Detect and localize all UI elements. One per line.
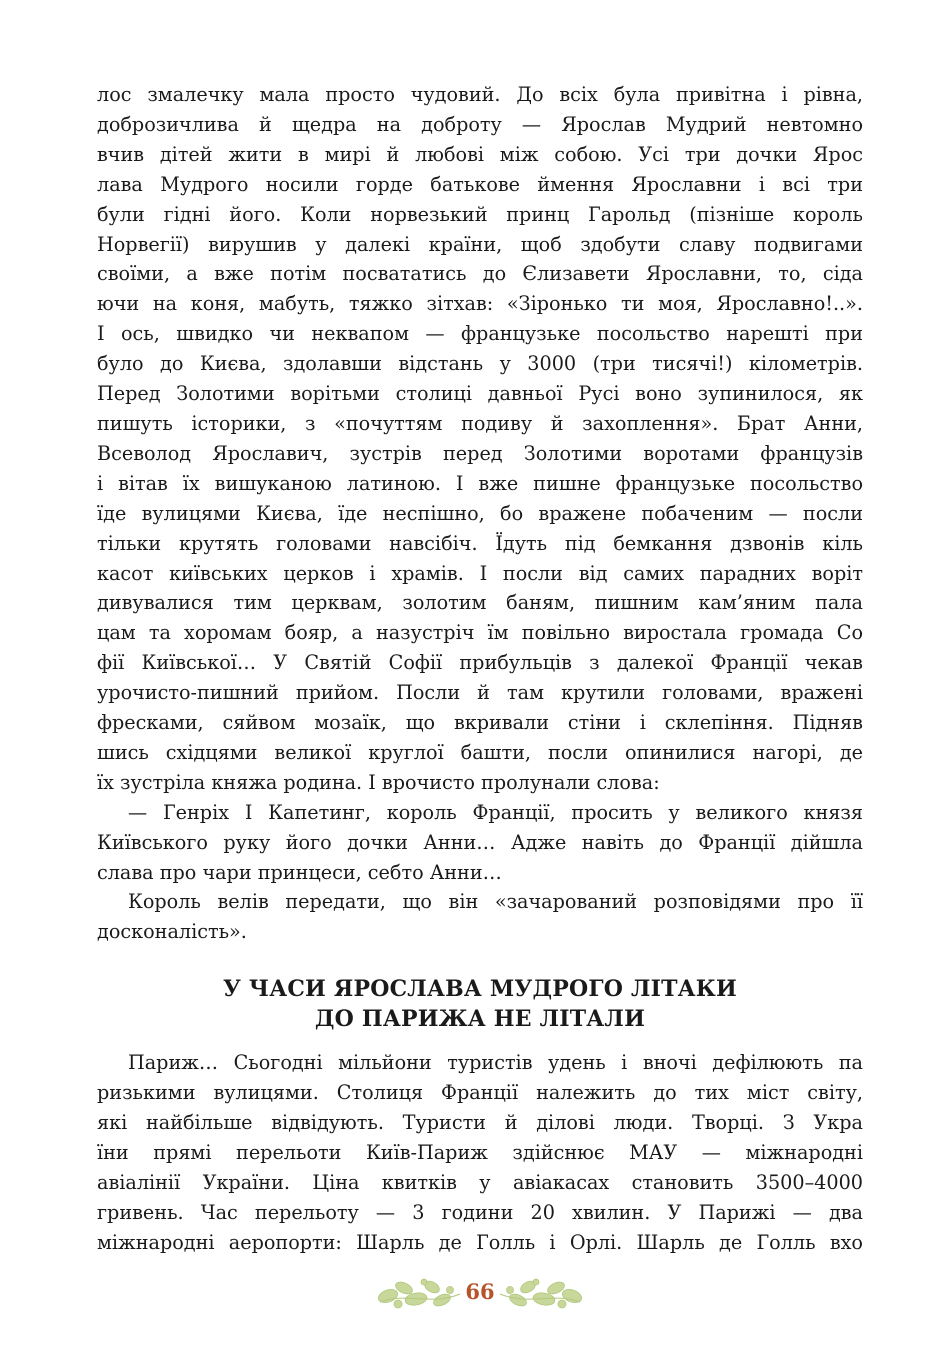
text-line: лос змалечку мала просто чудовий. До всіх була привітна і рівна,	[97, 83, 863, 106]
paragraph-2	[97, 798, 863, 888]
text-line: Париж… Сьогодні мільйони туристів удень і вночі дефілюють па	[128, 1051, 863, 1075]
text-line: їни прямі перельоти Київ-Париж здійснює МАУ — міжнародні	[97, 1141, 863, 1164]
text-line: Король велів передати, що він «зачарований розповідями про її	[128, 890, 863, 914]
text-line: І ось, швидко чи неквапом — французьке посольство нарешті при	[97, 322, 863, 346]
page-footer	[376, 1272, 584, 1314]
text-line: Норвегії) вирушив у далекі країни, щоб здобути славу подвигами	[97, 232, 863, 256]
text-line: — Генріх І Капетинг, король Франції, просить у великого князя	[128, 800, 863, 824]
page-number: 66	[465, 1279, 495, 1304]
paragraph-4	[97, 1048, 863, 1257]
text-line: доброзичлива й щедра на доброту — Ярослав Мудрий невтомно	[97, 112, 863, 136]
text-line: шись східцями великої круглої башти, посли опинилися нагорі, де	[97, 740, 863, 764]
text-line: ризькими вулицями. Столиця Франції належить до тих міст світу,	[97, 1081, 863, 1105]
text-line: тільки крутять головами навсібіч. Їдуть під бемкання дзвонів кіль	[97, 531, 863, 555]
text-line: лава Мудрого носили горде батькове ймення Ярославни і всі три	[97, 172, 863, 196]
text-line: гривень. Час перельоту — 3 години 20 хвилин. У Парижі — два	[97, 1200, 863, 1224]
text-line: були гідні його. Коли норвезький принц Гарольд (пізніше король	[97, 202, 863, 226]
text-line: урочисто-пишний прийом. Посли й там крутили головами, вражені	[97, 681, 863, 705]
text-line: вчив дітей жити в мирі й любові між собою. Усі три дочки Ярос	[97, 142, 863, 166]
text-line: досконалість».	[97, 920, 247, 944]
text-line: міжнародні аеропорти: Шарль де Голль і Орлі. Шарль де Голль вхо	[97, 1230, 863, 1254]
text-line: які найбільше відвідують. Туристи й ділові люди. Творці. З Укра	[97, 1111, 863, 1135]
paragraph-3	[97, 887, 863, 947]
text-line: пишуть історики, з «почуттям подиву й захоплення». Брат Анни,	[97, 411, 863, 435]
text-line: ючи на коня, мабуть, тяжко зітхав: «Зіронько ти моя, Ярославно!..».	[97, 292, 863, 316]
text-line: дивувалися тим церквам, золотим баням, пишним кам’яним пала	[97, 591, 863, 615]
section-heading	[97, 974, 863, 1034]
text-line: Всеволод Ярославич, зустрів перед Золотими воротами французів	[97, 441, 863, 465]
text-line: Перед Золотими ворітьми столиці давньої Русі воно зупинилося, як	[97, 382, 863, 406]
text-line: і вітав їх вишуканою латиною. І вже пишне французьке посольство	[97, 471, 863, 495]
text-line: слава про чари принцеси, себто Анни…	[97, 860, 502, 884]
section-heading-line: У ЧАСИ ЯРОСЛАВА МУДРОГО ЛІТАКИ	[223, 976, 737, 1003]
page-content	[97, 80, 863, 1258]
text-line: касот київських церков і храмів. І посли від самих парадних воріт	[97, 561, 863, 585]
text-line: Київського руку його дочки Анни… Адже навіть до Франції дійшла	[97, 830, 863, 854]
paragraph-1	[97, 80, 863, 798]
section-heading-line: ДО ПАРИЖА НЕ ЛІТАЛИ	[314, 1006, 646, 1033]
text-line: фії Київської… У Святій Софії прибульців з далекої Франції чекав	[97, 651, 863, 675]
text-line: їх зустріла княжа родина. І врочисто пролунали слова:	[97, 770, 660, 794]
text-line: своїми, а вже потім посвататись до Єлизавети Ярославни, то, сіда	[97, 262, 863, 286]
text-line: цам та хоромам бояр, а назустріч їм повільно виростала громада Со	[97, 621, 863, 645]
text-line: їде вулицями Києва, їде неспішно, бо вражене побаченим — посли	[97, 501, 863, 525]
text-line: авіалінії України. Ціна квитків у авіакасах становить 3500–4000	[97, 1170, 863, 1194]
text-line: фресками, сяйвом мозаїк, що вкривали стіни і склепіння. Підняв	[97, 711, 863, 735]
text-line: було до Києва, здолавши відстань у 3000 (три тисячі!) кілометрів.	[97, 352, 863, 376]
